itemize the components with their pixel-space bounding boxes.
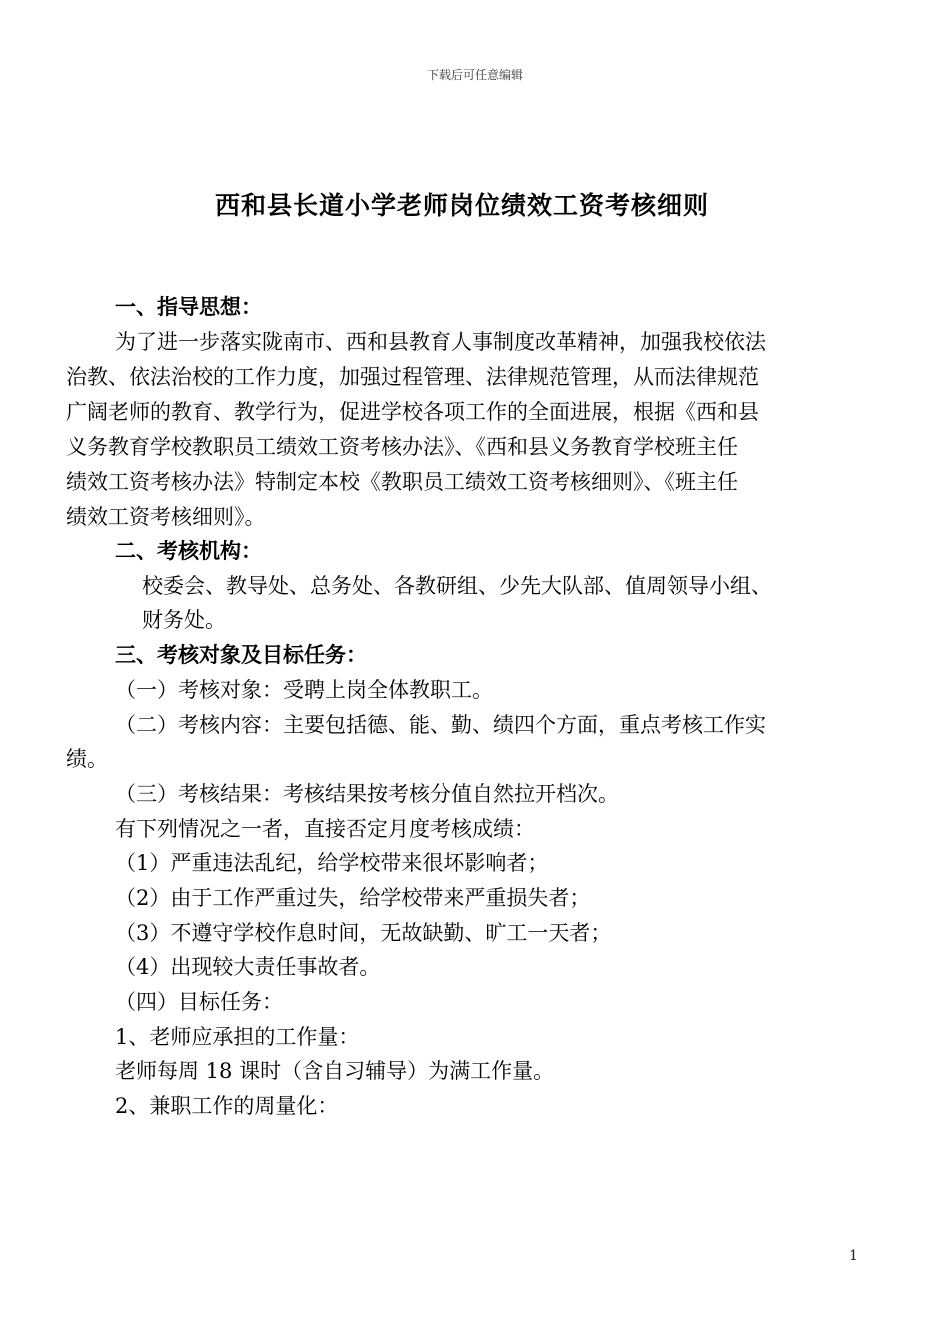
negation-item: （1）严重违法乱纪，给学校带来很坏影响者； [115,851,549,875]
negation-item: （3）不遵守学校作息时间，无故缺勤、旷工一天者； [115,921,612,945]
workload-text: 老师每周 18 课时（含自习辅导）为满工作量。 [115,1059,555,1083]
document-title: 西和县长道小学老师岗位绩效工资考核细则 [214,191,709,220]
paragraph-line: 绩效工资考核办法》特制定本校《教职员工绩效工资考核细则》、《班主任 [66,470,738,494]
negation-item: （4）出现较大责任事故者。 [115,955,381,979]
section-heading-assessment-body: 二、考核机构： [115,539,262,563]
assessment-body-line: 财务处。 [142,608,226,632]
section-heading-targets: 三、考核对象及目标任务： [115,643,367,667]
assessment-object-item: （一）考核对象：受聘上岗全体教职工。 [115,678,493,702]
target-task-item: （四）目标任务： [115,990,283,1014]
paragraph-line: 绩效工资考核细则》。 [66,505,266,529]
page-number: 1 [849,1248,858,1264]
workload-label: 1、老师应承担的工作量： [115,1025,360,1049]
assessment-content-item-cont: 绩。 [66,747,108,771]
negation-intro: 有下列情况之一者，直接否定月度考核成绩： [115,817,535,841]
parttime-work-label: 2、兼职工作的周量化： [115,1094,339,1118]
assessment-body-line: 校委会、教导处、总务处、各教研组、少先大队部、值周领导小组、 [142,574,772,598]
paragraph-line: 广阔老师的教育、教学行为，促进学校各项工作的全面进展，根据《西和县 [66,400,759,424]
negation-item: （2）由于工作严重过失，给学校带来严重损失者； [115,886,591,910]
paragraph-line: 义务教育学校教职员工绩效工资考核办法》、《西和县义务教育学校班主任 [66,435,738,459]
assessment-result-item: （三）考核结果：考核结果按考核分值自然拉开档次。 [115,782,619,806]
section-heading-guiding-thought: 一、指导思想： [115,295,262,319]
header-note: 下载后可任意编辑 [426,68,523,82]
paragraph-line: 治教、依法治校的工作力度，加强过程管理、法律规范管理，从而法律规范 [66,365,759,389]
assessment-content-item: （二）考核内容：主要包括德、能、勤、绩四个方面，重点考核工作实 [115,713,766,737]
paragraph-line: 为了进一步落实陇南市、西和县教育人事制度改革精神，加强我校依法 [115,330,766,354]
